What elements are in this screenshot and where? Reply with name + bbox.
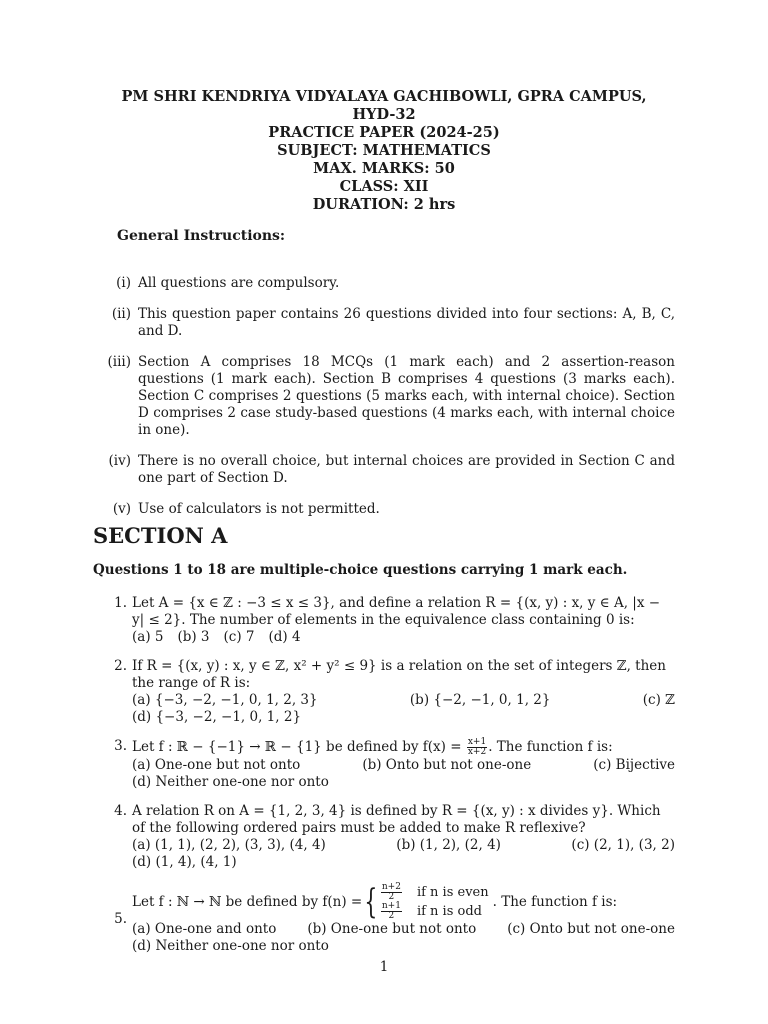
- fraction: [381, 883, 402, 902]
- option: (d) 4: [268, 629, 301, 645]
- options-row: [132, 921, 675, 955]
- question-number: 2.: [114, 658, 127, 674]
- option: (d) Neither one-one nor onto: [132, 774, 329, 790]
- piece-odd: [380, 902, 489, 921]
- option: (d) {−3, −2, −1, 0, 1, 2}: [132, 709, 302, 725]
- question-item: [93, 658, 675, 726]
- instruction-number: (iv): [108, 453, 131, 469]
- piecewise-definition: [380, 883, 489, 921]
- option: (c) (2, 1), (3, 2): [571, 837, 675, 853]
- paper-header: [93, 88, 675, 214]
- question-text: If R = {(x, y) : x, y ∈ ℤ, x² + y² ≤ 9} is a relation on the set of integers ℤ, then the range of R is:: [132, 658, 666, 691]
- option: (a) {−3, −2, −1, 0, 1, 2, 3}: [132, 692, 318, 708]
- instruction-text: This question paper contains 26 questions divided into four sections: A, B, C, and D.: [138, 306, 675, 339]
- fraction-denominator: x+2: [467, 747, 487, 757]
- fraction-numerator: n+2: [381, 882, 401, 892]
- option: (a) One-one but not onto: [132, 757, 301, 773]
- option: (b) {−2, −1, 0, 1, 2}: [409, 692, 551, 708]
- question-text-pre: Let f : ℝ − {−1} → ℝ − {1} be defined by f(x) =: [132, 739, 466, 755]
- fraction-numerator: x+1: [467, 737, 487, 747]
- options-row: [132, 629, 675, 646]
- instructions-heading: General Instructions:: [117, 228, 286, 244]
- instruction-number: (iii): [107, 354, 131, 370]
- page-number: 1: [379, 959, 389, 975]
- instruction-number: (ii): [111, 306, 131, 322]
- question-text-post: . The function f is:: [492, 893, 618, 910]
- class-line: CLASS: XII: [339, 178, 429, 195]
- option: (a) (1, 1), (2, 2), (3, 3), (4, 4): [132, 837, 326, 853]
- option: (c) Onto but not one-one: [507, 921, 675, 937]
- instruction-item: [93, 453, 675, 487]
- question-number: 5.: [114, 910, 127, 927]
- left-brace-symbol: {: [364, 882, 378, 922]
- section-title: SECTION A: [93, 523, 228, 548]
- option: (b) 3: [177, 629, 210, 645]
- question-number: 1.: [114, 595, 127, 611]
- piece-even: [380, 883, 489, 902]
- option: (c) 7: [223, 629, 255, 645]
- duration-line: DURATION: 2 hrs: [312, 196, 456, 213]
- question-text: [132, 883, 675, 921]
- question-item: [93, 595, 675, 646]
- section-intro: Questions 1 to 18 are multiple-choice questions carrying 1 mark each.: [93, 562, 628, 578]
- question-text-post: . The function f is:: [488, 739, 613, 755]
- options-row: [132, 837, 675, 871]
- option: (d) Neither one-one nor onto: [132, 938, 329, 954]
- fraction-numerator: n+1: [381, 901, 401, 911]
- question-text: A relation R on A = {1, 2, 3, 4} is defined by R = {(x, y) : x divides y}. Which of the following ordered pairs must be added to make R reflexive?: [132, 803, 661, 836]
- piece-condition: if n is even: [416, 884, 489, 900]
- school-name-cont: HYD-32: [352, 106, 416, 123]
- option: (b) Onto but not one-one: [362, 757, 532, 773]
- instruction-text: There is no overall choice, but internal choices are provided in Section C and one part of Section D.: [138, 453, 675, 486]
- question-text: [132, 738, 675, 757]
- piece-condition: if n is odd: [416, 903, 482, 919]
- question-text-pre: Let f : ℕ → ℕ be defined by f(n) =: [132, 893, 363, 910]
- question-item: [93, 803, 675, 871]
- instruction-text: All questions are compulsory.: [138, 275, 340, 291]
- question-text: Let A = {x ∈ ℤ : −3 ≤ x ≤ 3}, and define a relation R = {(x, y) : x, y ∈ A, |x − y| ≤ 2}. The number of elements in the equivalence class containing 0 is:: [132, 595, 661, 628]
- options-row: [132, 757, 675, 791]
- fraction: [381, 902, 402, 921]
- fraction-denominator: 2: [388, 911, 395, 921]
- option: (a) 5: [132, 629, 164, 645]
- question-number: 4.: [114, 803, 127, 819]
- instruction-number: (i): [116, 275, 131, 291]
- max-marks-line: MAX. MARKS: 50: [313, 160, 455, 177]
- instruction-text: Section A comprises 18 MCQs (1 mark each) and 2 assertion-reason questions (1 mark each). Section B comprises 4 questions (3 marks each). Section C comprises 2 questions (5 marks each, with internal choice). Section D comprises 2 case study-based questions (4 marks each, with internal choice in one).: [138, 354, 675, 438]
- option: (b) (1, 2), (2, 4): [396, 837, 501, 853]
- options-row: [132, 692, 675, 726]
- instruction-item: [93, 275, 675, 292]
- instruction-item: [93, 306, 675, 340]
- subject-line: SUBJECT: MATHEMATICS: [277, 142, 491, 159]
- paper-title: PRACTICE PAPER (2024-25): [268, 124, 500, 141]
- instruction-item: [93, 354, 675, 439]
- option: (c) ℤ: [642, 692, 675, 708]
- option: (a) One-one and onto: [132, 921, 277, 937]
- instructions-list: [93, 275, 675, 532]
- option: (c) Bijective: [593, 757, 675, 773]
- question-item: [93, 738, 675, 791]
- option: (b) One-one but not onto: [307, 921, 477, 937]
- fraction: [467, 738, 487, 757]
- instruction-number: (v): [112, 501, 131, 517]
- question-number: 3.: [114, 738, 127, 754]
- option: (d) (1, 4), (4, 1): [132, 854, 237, 870]
- question-item: [93, 883, 675, 955]
- school-name: PM SHRI KENDRIYA VIDYALAYA GACHIBOWLI, GPRA CAMPUS,: [121, 88, 647, 105]
- fraction-denominator: 2: [388, 892, 395, 902]
- question-list: [93, 595, 675, 967]
- instruction-text: Use of calculators is not permitted.: [138, 501, 380, 517]
- instruction-item: [93, 501, 675, 518]
